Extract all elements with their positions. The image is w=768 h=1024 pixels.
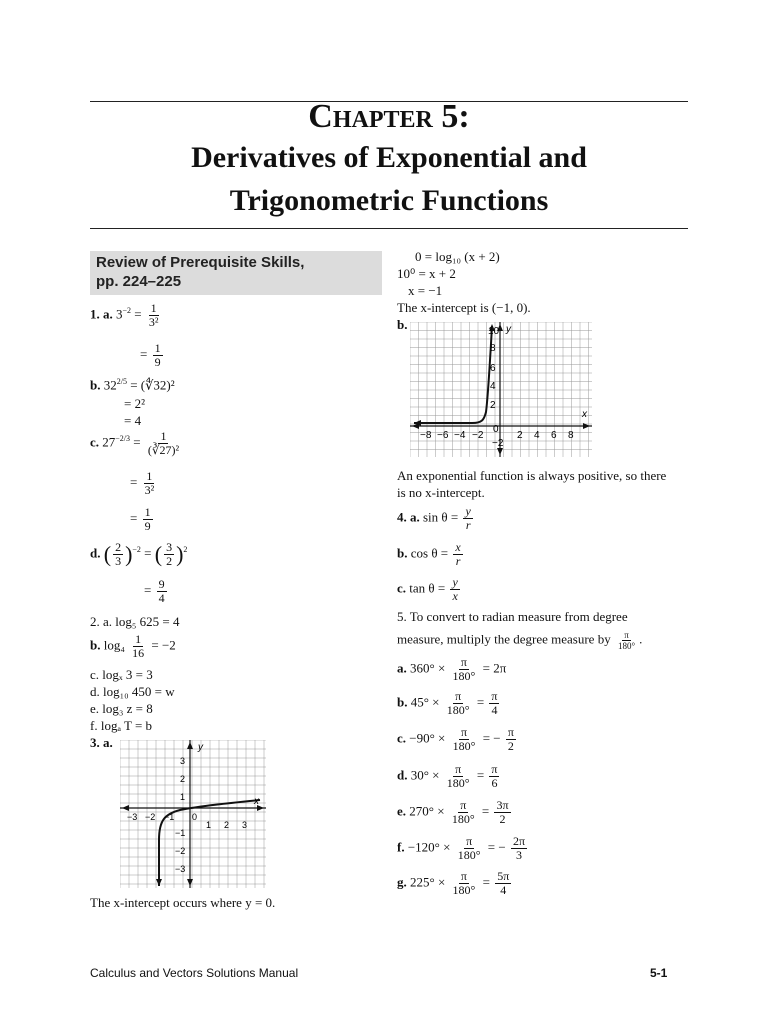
conversion-row: b. 45° × $\frac{\pi}{180^\circ}$ = $\frac{\pi}{4}$ bbox=[397, 689, 498, 717]
r3: x = −1 bbox=[408, 283, 443, 298]
conversion-row: g. 225° × $\frac{\pi}{180^\circ}$ = $\frac{5\pi}{4}$ bbox=[397, 869, 510, 897]
svg-text:2: 2 bbox=[490, 400, 496, 411]
r2: 10⁰ = x + 2 bbox=[397, 266, 456, 281]
svg-text:−2: −2 bbox=[175, 846, 186, 856]
chapter-title-line2: Trigonometric Functions bbox=[229, 184, 549, 217]
svg-text:10: 10 bbox=[488, 326, 500, 337]
chapter-heading: Chapter 5: bbox=[308, 98, 470, 135]
svg-text:3: 3 bbox=[242, 820, 248, 830]
q4c: c. tan θ = $\frac{y}{x}$ bbox=[397, 575, 458, 603]
q2e: e. log₃ z = 8 bbox=[90, 701, 153, 716]
conversion-row: e. 270° × $\frac{\pi}{180^\circ}$ = $\frac{3\pi}{2}$ bbox=[397, 798, 509, 826]
q2f: f. logₐ T = b bbox=[90, 718, 153, 733]
x-axis-label: x bbox=[582, 409, 587, 420]
after-graph-text: The x-intercept occurs where y = 0. bbox=[90, 895, 276, 910]
conversion-row: c. −90° × $\frac{\pi}{180^\circ}$ = − $\frac{\pi}{2}$ bbox=[397, 725, 514, 753]
chapter-title-line1: Derivatives of Exponential and bbox=[191, 141, 587, 174]
q2a: 2. a. log₅ 625 = 4 bbox=[90, 614, 180, 629]
q1c-step3: = $\frac{1}{9}$ bbox=[130, 505, 151, 533]
svg-text:−6: −6 bbox=[437, 430, 449, 441]
q4b: b. cos θ = $\frac{x}{r}$ bbox=[397, 540, 461, 568]
banner-line2: pp. 224–225 bbox=[96, 273, 182, 290]
svg-text:−2: −2 bbox=[492, 438, 504, 449]
svg-text:−2: −2 bbox=[472, 430, 484, 441]
q4a: 4. a. sin θ = $\frac{y}{r}$ bbox=[397, 504, 471, 532]
q1b-step3: = 4 bbox=[124, 413, 142, 428]
svg-text:−2: −2 bbox=[145, 812, 156, 822]
svg-text:−4: −4 bbox=[454, 430, 466, 441]
footer-title: Calculus and Vectors Solutions Manual bbox=[90, 966, 299, 980]
q1c-step2: = $\frac{1}{\text{3²}}$ bbox=[130, 469, 155, 497]
y-axis-label: y bbox=[506, 324, 511, 335]
svg-text:−1: −1 bbox=[164, 812, 175, 822]
graph-b-label: b. bbox=[397, 317, 408, 332]
svg-text:2: 2 bbox=[180, 774, 186, 784]
svg-text:−1: −1 bbox=[175, 828, 186, 838]
conversion-row: d. 30° × $\frac{\pi}{180^\circ}$ = $\frac{\pi}{6}$ bbox=[397, 762, 498, 790]
svg-text:−3: −3 bbox=[175, 864, 186, 874]
q1d: d. ( $\frac{2}{3}$ )$^{-2}$ = ( $\frac{3}{2}$ )$^2$ bbox=[90, 540, 188, 568]
svg-text:8: 8 bbox=[568, 430, 574, 441]
svg-text:−8: −8 bbox=[420, 430, 432, 441]
q1c: c. $27^{-2/3}$ = $\frac{1}{\text{(∛27)²}}$ bbox=[90, 429, 180, 457]
conversion-row: f. −120° × $\frac{\pi}{180^\circ}$ = − $\frac{2\pi}{3}$ bbox=[397, 834, 526, 862]
r1: 0 = log₁₀ (x + 2) bbox=[415, 249, 500, 264]
q5-line2: measure, multiply the degree measure by $\frac{\pi}{180^\circ}$ . bbox=[397, 630, 643, 651]
explanation-line1: An exponential function is always positive, so there bbox=[397, 468, 667, 483]
svg-text:1: 1 bbox=[180, 792, 186, 802]
svg-text:4: 4 bbox=[534, 430, 540, 441]
graph-a bbox=[120, 740, 266, 888]
exp-curve bbox=[414, 326, 492, 423]
section-banner bbox=[90, 251, 382, 295]
svg-text:−3: −3 bbox=[127, 812, 138, 822]
q2b: b. log₄ $\frac{1}{16}$ = −2 bbox=[90, 632, 176, 660]
bottom-rule bbox=[90, 228, 688, 229]
y-tick-labels bbox=[175, 756, 185, 874]
svg-text:6: 6 bbox=[551, 430, 557, 441]
q2d: d. log₁₀ 450 = w bbox=[90, 684, 175, 699]
fraction: $\frac{1}{\text{3²}}$ bbox=[148, 301, 159, 329]
q1b-step2: = 2² bbox=[124, 396, 145, 411]
q1a-step2: = $\frac{1}{9}$ bbox=[140, 341, 161, 369]
svg-text:0: 0 bbox=[192, 812, 198, 822]
svg-text:1: 1 bbox=[206, 820, 212, 830]
y-axis-label: y bbox=[198, 742, 203, 753]
svg-text:8: 8 bbox=[490, 343, 496, 354]
q2c: c. logₓ 3 = 3 bbox=[90, 667, 153, 682]
svg-text:2: 2 bbox=[517, 430, 523, 441]
conversion-row: a. 360° × $\frac{\pi}{180^\circ}$ = 2π bbox=[397, 655, 507, 683]
svg-text:0: 0 bbox=[493, 424, 499, 435]
q5-line1: 5. To convert to radian measure from degree bbox=[397, 609, 628, 624]
svg-text:6: 6 bbox=[490, 363, 496, 374]
explanation-line2: is no x-intercept. bbox=[397, 485, 485, 500]
banner-line1: Review of Prerequisite Skills, bbox=[96, 254, 305, 271]
q3a-label: 3. a. bbox=[90, 735, 113, 750]
svg-text:3: 3 bbox=[180, 756, 186, 766]
svg-text:2: 2 bbox=[224, 820, 230, 830]
r4: The x-intercept is (−1, 0). bbox=[397, 300, 531, 315]
x-axis-label: x bbox=[254, 796, 259, 807]
q1b: b. $32^{2/5}$ = (∜32)² bbox=[90, 377, 175, 393]
q1d-step2: = $\frac{9}{4}$ bbox=[144, 577, 165, 605]
q1a: 1. a. $3^{-2}$ = $\frac{1}{\text{3²}}$ bbox=[90, 301, 159, 329]
svg-text:4: 4 bbox=[490, 381, 496, 392]
page-number: 5-1 bbox=[650, 966, 668, 980]
graph-b bbox=[410, 322, 592, 457]
